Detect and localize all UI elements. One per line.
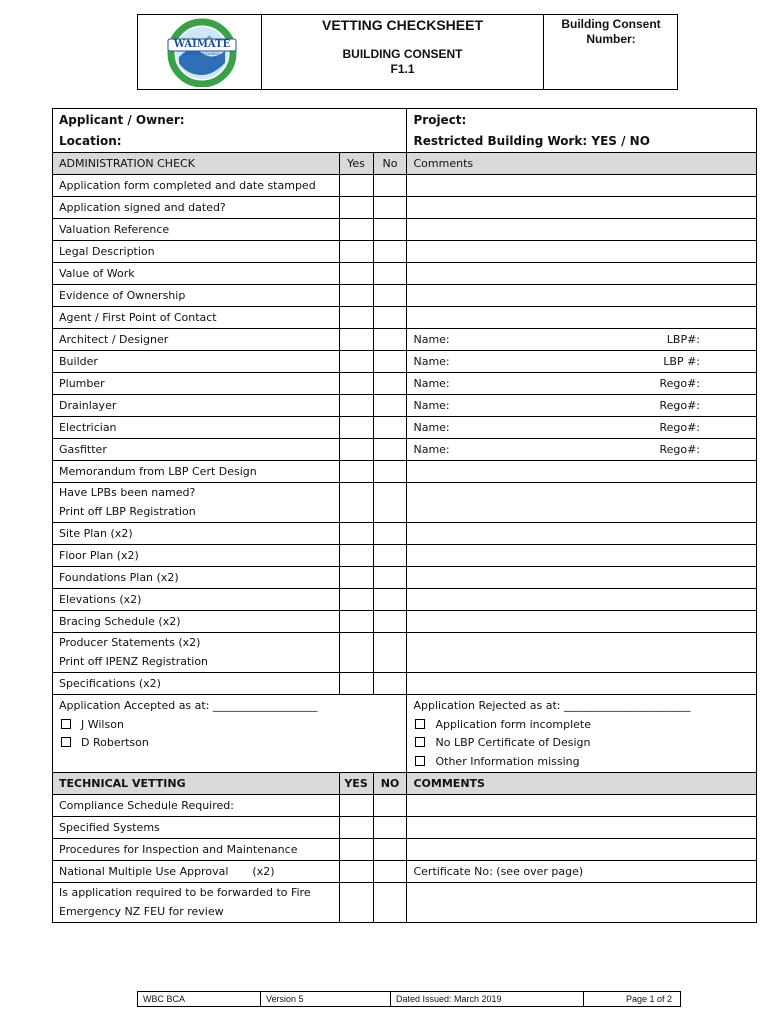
- check-item: Bracing Schedule (x2): [53, 611, 340, 633]
- yes-cell[interactable]: [339, 567, 373, 589]
- accepted-label[interactable]: Application Accepted as at: ___________________: [59, 699, 318, 712]
- table-row: [53, 795, 757, 817]
- practitioner-row: [53, 395, 757, 417]
- yes-cell[interactable]: [339, 395, 373, 417]
- fire-line-2: Emergency NZ FEU for review: [59, 904, 224, 918]
- yes-cell[interactable]: [339, 219, 373, 241]
- table-row: [53, 523, 757, 545]
- no-cell[interactable]: [373, 175, 407, 197]
- footer-page: Page 1 of 2: [583, 991, 681, 1007]
- applicant-label[interactable]: Applicant / Owner:: [53, 109, 407, 131]
- checkbox[interactable]: [415, 719, 425, 729]
- no-cell[interactable]: [373, 263, 407, 285]
- name-label: Name:: [413, 421, 450, 434]
- comment-cell[interactable]: [407, 483, 757, 523]
- project-label[interactable]: Project:: [407, 109, 757, 131]
- check-item: Agent / First Point of Contact: [53, 307, 340, 329]
- location-row: [53, 131, 757, 153]
- yes-column-header: YES: [339, 773, 373, 795]
- rejected-option[interactable]: [413, 734, 750, 753]
- table-row: [53, 673, 757, 695]
- practitioner-row: [53, 417, 757, 439]
- practitioner-role: Plumber: [53, 373, 340, 395]
- applicant-row: [53, 109, 757, 131]
- accepted-cell: [53, 695, 407, 773]
- yes-cell[interactable]: [339, 439, 373, 461]
- yes-cell[interactable]: [339, 461, 373, 483]
- table-row: [53, 285, 757, 307]
- option-label: Application form incomplete: [435, 717, 591, 731]
- table-row: [53, 883, 757, 923]
- council-logo: [163, 17, 241, 87]
- checkbox[interactable]: [415, 756, 425, 766]
- yes-cell[interactable]: [339, 483, 373, 523]
- comment-cell[interactable]: [407, 219, 757, 241]
- rejected-label[interactable]: Application Rejected as at: _______________________: [413, 699, 691, 712]
- check-item: Application signed and dated?: [53, 197, 340, 219]
- lbp-line-1: Have LPBs been named?: [59, 486, 196, 499]
- footer-dated: Dated Issued: March 2019: [390, 991, 584, 1007]
- check-item: Procedures for Inspection and Maintenance: [53, 839, 340, 861]
- checkbox[interactable]: [415, 737, 425, 747]
- yes-cell[interactable]: [339, 285, 373, 307]
- certificate-cell[interactable]: Certificate No: (see over page): [407, 861, 757, 883]
- comments-column-header: Comments: [407, 153, 757, 175]
- practitioner-details[interactable]: [407, 351, 757, 373]
- comment-cell[interactable]: [407, 839, 757, 861]
- yes-cell[interactable]: [339, 673, 373, 695]
- comment-cell[interactable]: [407, 633, 757, 673]
- yes-cell[interactable]: [339, 633, 373, 673]
- check-item-producer: [53, 633, 340, 673]
- no-cell[interactable]: [373, 329, 407, 351]
- yes-cell[interactable]: [339, 417, 373, 439]
- table-row: [53, 197, 757, 219]
- option-label: J Wilson: [81, 717, 124, 731]
- restricted-work-label[interactable]: Restricted Building Work: YES / NO: [407, 131, 757, 153]
- no-cell[interactable]: [373, 351, 407, 373]
- no-cell[interactable]: [373, 817, 407, 839]
- no-column-header: NO: [373, 773, 407, 795]
- comment-cell[interactable]: [407, 589, 757, 611]
- table-row: [53, 241, 757, 263]
- yes-cell[interactable]: [339, 589, 373, 611]
- no-cell[interactable]: [373, 633, 407, 673]
- no-cell[interactable]: [373, 483, 407, 523]
- no-cell[interactable]: [373, 197, 407, 219]
- practitioner-details[interactable]: [407, 373, 757, 395]
- practitioner-row: [53, 351, 757, 373]
- table-row: [53, 589, 757, 611]
- practitioner-details[interactable]: [407, 417, 757, 439]
- table-row: [53, 263, 757, 285]
- no-cell[interactable]: [373, 795, 407, 817]
- check-item: Legal Description: [53, 241, 340, 263]
- comment-cell[interactable]: [407, 461, 757, 483]
- table-row: [53, 567, 757, 589]
- table-row: [53, 611, 757, 633]
- no-cell[interactable]: [373, 461, 407, 483]
- no-cell[interactable]: [373, 861, 407, 883]
- check-item: Compliance Schedule Required:: [53, 795, 340, 817]
- name-label: Name:: [413, 377, 450, 390]
- registration-label: Rego#:: [659, 443, 700, 456]
- table-row: [53, 839, 757, 861]
- name-label: Name:: [413, 355, 450, 368]
- comment-cell[interactable]: [407, 883, 757, 923]
- check-item: Specifications (x2): [53, 673, 340, 695]
- yes-cell[interactable]: [339, 545, 373, 567]
- yes-cell[interactable]: [339, 263, 373, 285]
- table-row: [53, 545, 757, 567]
- comment-cell[interactable]: [407, 241, 757, 263]
- yes-cell[interactable]: [339, 861, 373, 883]
- yes-cell[interactable]: [339, 351, 373, 373]
- comment-cell[interactable]: [407, 795, 757, 817]
- check-item: Memorandum from LBP Cert Design: [53, 461, 340, 483]
- consent-label-line-1: Building Consent: [561, 17, 661, 31]
- rejected-cell: [407, 695, 757, 773]
- no-cell[interactable]: [373, 611, 407, 633]
- comment-cell[interactable]: [407, 567, 757, 589]
- national-label: National Multiple Use Approval: [59, 865, 229, 878]
- no-column-header: No: [373, 153, 407, 175]
- yes-cell[interactable]: [339, 241, 373, 263]
- consent-number-label: [544, 17, 678, 47]
- lbp-line-2: Print off LBP Registration: [59, 504, 196, 518]
- no-cell[interactable]: [373, 373, 407, 395]
- no-cell[interactable]: [373, 285, 407, 307]
- table-row: [53, 307, 757, 329]
- practitioner-role: Drainlayer: [53, 395, 340, 417]
- logo-subtext: DISTRICT COUNCIL: [183, 51, 221, 56]
- option-label: Other Information missing: [435, 754, 580, 768]
- check-item: Specified Systems: [53, 817, 340, 839]
- rejected-option[interactable]: [413, 753, 750, 772]
- comment-cell[interactable]: [407, 545, 757, 567]
- check-item: Floor Plan (x2): [53, 545, 340, 567]
- yes-cell[interactable]: [339, 197, 373, 219]
- comment-cell[interactable]: [407, 197, 757, 219]
- registration-label: Rego#:: [659, 421, 700, 434]
- checkbox[interactable]: [61, 737, 71, 747]
- logo-text: WAIMATE: [173, 39, 231, 50]
- table-row: [53, 483, 757, 523]
- yes-cell[interactable]: [339, 817, 373, 839]
- subtitle-line-1: BUILDING CONSENT: [342, 47, 463, 61]
- producer-line-1: Producer Statements (x2): [59, 636, 201, 649]
- producer-line-2: Print off IPENZ Registration: [59, 654, 209, 668]
- option-label: D Robertson: [81, 736, 149, 749]
- comment-cell[interactable]: [407, 817, 757, 839]
- practitioner-role: Architect / Designer: [53, 329, 340, 351]
- practitioner-row: [53, 329, 757, 351]
- table-row: [53, 817, 757, 839]
- comment-cell[interactable]: [407, 523, 757, 545]
- check-item: Evidence of Ownership: [53, 285, 340, 307]
- practitioner-details[interactable]: [407, 439, 757, 461]
- comment-cell[interactable]: [407, 307, 757, 329]
- registration-label: LBP#:: [666, 333, 700, 346]
- comments-column-header: COMMENTS: [407, 773, 757, 795]
- check-item: Elevations (x2): [53, 589, 340, 611]
- check-item: Application form completed and date stamped: [53, 175, 340, 197]
- yes-cell[interactable]: [339, 611, 373, 633]
- practitioner-details[interactable]: [407, 395, 757, 417]
- no-cell[interactable]: [373, 673, 407, 695]
- technical-heading: TECHNICAL VETTING: [53, 773, 340, 795]
- yes-cell[interactable]: [339, 373, 373, 395]
- option-label: No LBP Certificate of Design: [435, 736, 591, 749]
- name-label: Name:: [413, 333, 450, 346]
- practitioner-role: Builder: [53, 351, 340, 373]
- practitioner-role: Gasfitter: [53, 439, 340, 461]
- practitioner-role: Electrician: [53, 417, 340, 439]
- table-row: [53, 461, 757, 483]
- registration-label: LBP #:: [663, 355, 700, 368]
- comment-cell[interactable]: [407, 263, 757, 285]
- yes-cell[interactable]: [339, 307, 373, 329]
- no-cell[interactable]: [373, 241, 407, 263]
- table-row: [53, 219, 757, 241]
- table-row: [53, 175, 757, 197]
- subtitle-line-2: F1.1: [390, 62, 415, 76]
- table-row: [53, 633, 757, 673]
- no-cell[interactable]: [373, 567, 407, 589]
- vetting-table: [52, 108, 757, 923]
- check-item: Valuation Reference: [53, 219, 340, 241]
- registration-label: Rego#:: [659, 377, 700, 390]
- no-cell[interactable]: [373, 395, 407, 417]
- accepted-option[interactable]: [59, 716, 400, 735]
- comment-cell[interactable]: [407, 285, 757, 307]
- yes-cell[interactable]: [339, 175, 373, 197]
- national-qty: (x2): [252, 865, 275, 878]
- footer-version: Version 5: [260, 991, 391, 1007]
- yes-cell[interactable]: [339, 329, 373, 351]
- admin-heading-row: [53, 153, 757, 175]
- check-item-lbp: [53, 483, 340, 523]
- no-cell[interactable]: [373, 523, 407, 545]
- name-label: Name:: [413, 399, 450, 412]
- no-cell[interactable]: [373, 883, 407, 923]
- check-item: Foundations Plan (x2): [53, 567, 340, 589]
- check-item: Value of Work: [53, 263, 340, 285]
- yes-cell[interactable]: [339, 839, 373, 861]
- check-item: Site Plan (x2): [53, 523, 340, 545]
- practitioner-details[interactable]: [407, 329, 757, 351]
- practitioner-row: [53, 373, 757, 395]
- no-cell[interactable]: [373, 589, 407, 611]
- no-cell[interactable]: [373, 545, 407, 567]
- location-label[interactable]: Location:: [53, 131, 407, 153]
- decision-row: [53, 695, 757, 773]
- registration-label: Rego#:: [659, 399, 700, 412]
- technical-heading-row: [53, 773, 757, 795]
- form-subtitle: [262, 47, 543, 77]
- form-title: VETTING CHECKSHEET: [321, 17, 483, 33]
- no-cell[interactable]: [373, 417, 407, 439]
- fire-line-1: Is application required to be forwarded to Fire: [59, 886, 311, 899]
- no-cell[interactable]: [373, 839, 407, 861]
- footer-org: WBC BCA: [137, 991, 261, 1007]
- checkbox[interactable]: [61, 719, 71, 729]
- comment-cell[interactable]: [407, 175, 757, 197]
- comment-cell[interactable]: [407, 673, 757, 695]
- no-cell[interactable]: [373, 219, 407, 241]
- name-label: Name:: [413, 443, 450, 456]
- practitioner-row: [53, 439, 757, 461]
- check-item-national: [53, 861, 340, 883]
- admin-heading: ADMINISTRATION CHECK: [53, 153, 340, 175]
- comment-cell[interactable]: [407, 611, 757, 633]
- no-cell[interactable]: [373, 439, 407, 461]
- table-row: [53, 861, 757, 883]
- rejected-option[interactable]: [413, 716, 750, 735]
- check-item-fire: [53, 883, 340, 923]
- yes-cell[interactable]: [339, 883, 373, 923]
- accepted-option[interactable]: [59, 734, 400, 753]
- consent-label-line-2: Number:: [586, 32, 636, 46]
- yes-column-header: Yes: [339, 153, 373, 175]
- yes-cell[interactable]: [339, 795, 373, 817]
- no-cell[interactable]: [373, 307, 407, 329]
- yes-cell[interactable]: [339, 523, 373, 545]
